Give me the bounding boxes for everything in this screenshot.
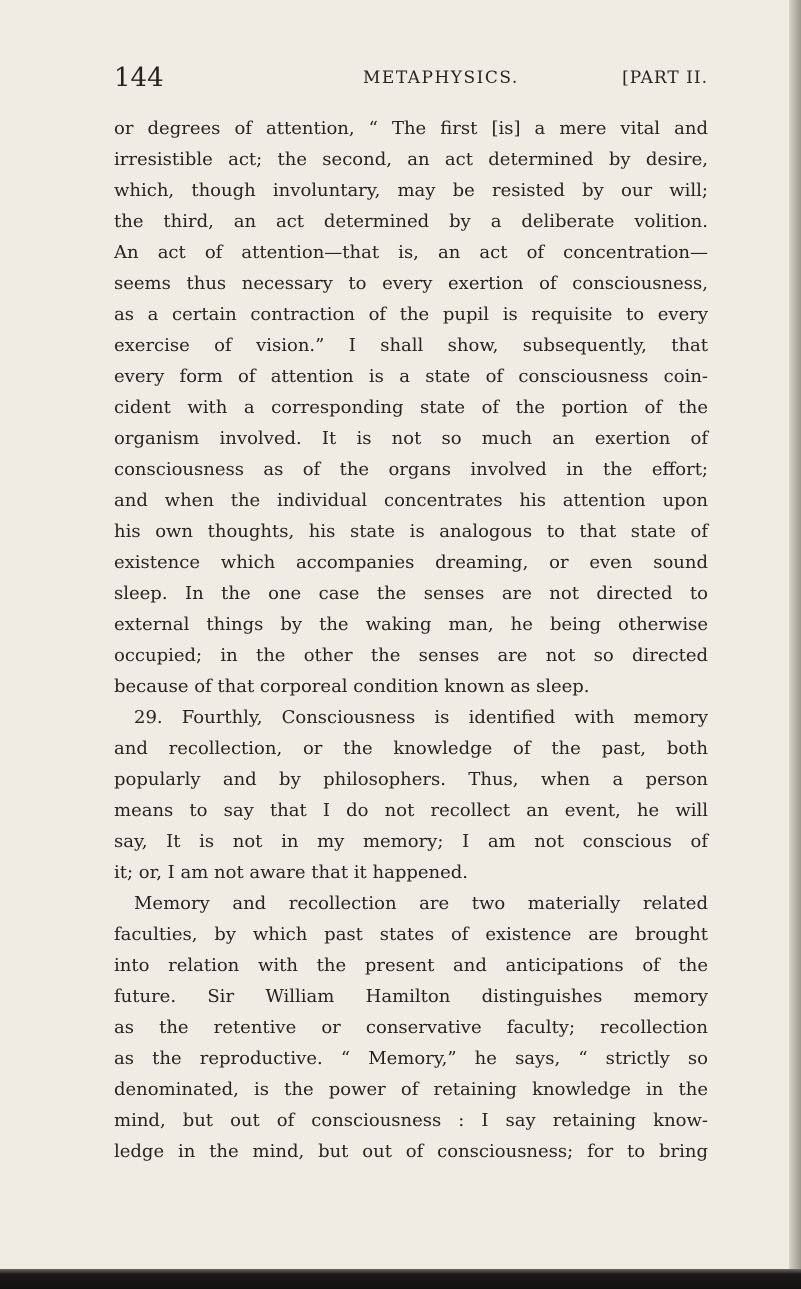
body-text	[114, 113, 708, 1167]
page-right-edge	[789, 0, 801, 1289]
text-line: irresistible act; the second, an act determined by desire,	[114, 149, 708, 170]
text-line: Memory and recollection are two materially related	[134, 893, 708, 914]
text-line: and when the individual concentrates his attention upon	[114, 490, 708, 511]
text-line: say, It is not in my memory; I am not conscious of	[114, 831, 708, 852]
text-line: into relation with the present and anticipations of the	[114, 955, 708, 976]
text-line: faculties, by which past states of existence are brought	[114, 924, 708, 945]
text-line: future. Sir William Hamilton distinguishes memory	[114, 986, 708, 1007]
text-line: ledge in the mind, but out of consciousness; for to bring	[114, 1141, 708, 1162]
page-bottom-edge	[0, 1269, 801, 1289]
running-header	[114, 62, 708, 94]
text-line: his own thoughts, his state is analogous to that state of	[114, 521, 708, 542]
running-title: METAPHYSICS.	[363, 68, 519, 88]
text-line: as the retentive or conservative faculty; recollection	[114, 1017, 708, 1038]
text-line: or degrees of attention, “ The first [is] a mere vital and	[114, 118, 708, 139]
text-line: and recollection, or the knowledge of the past, both	[114, 738, 708, 759]
text-line: An act of attention—that is, an act of concentration—	[114, 242, 708, 263]
text-line: occupied; in the other the senses are not so directed	[114, 645, 708, 666]
text-line: consciousness as of the organs involved in the effort;	[114, 459, 708, 480]
text-line: existence which accompanies dreaming, or even sound	[114, 552, 708, 573]
text-line: means to say that I do not recollect an event, he will	[114, 800, 708, 821]
text-line: 29. Fourthly, Consciousness is identified with memory	[134, 707, 708, 728]
text-line: external things by the waking man, he being otherwise	[114, 614, 708, 635]
text-line: mind, but out of consciousness : I say retaining know-	[114, 1110, 708, 1131]
text-line: which, though involuntary, may be resisted by our will;	[114, 180, 708, 201]
text-line: the third, an act determined by a deliberate volition.	[114, 211, 708, 232]
text-line: as a certain contraction of the pupil is requisite to every	[114, 304, 708, 325]
part-label: [PART II.	[622, 68, 708, 88]
text-line: sleep. In the one case the senses are not directed to	[114, 583, 708, 604]
text-line: organism involved. It is not so much an exertion of	[114, 428, 708, 449]
text-line: exercise of vision.” I shall show, subsequently, that	[114, 335, 708, 356]
text-line: because of that corporeal condition known as sleep.	[114, 676, 590, 697]
text-line: as the reproductive. “ Memory,” he says, “ strictly so	[114, 1048, 708, 1069]
text-line: seems thus necessary to every exertion of consciousness,	[114, 273, 708, 294]
text-line: every form of attention is a state of consciousness coin-	[114, 366, 708, 387]
text-line: it; or, I am not aware that it happened.	[114, 862, 469, 883]
text-line: cident with a corresponding state of the portion of the	[114, 397, 708, 418]
page-number: 144	[114, 63, 164, 93]
text-line: popularly and by philosophers. Thus, when a person	[114, 769, 708, 790]
text-line: denominated, is the power of retaining knowledge in the	[114, 1079, 708, 1100]
